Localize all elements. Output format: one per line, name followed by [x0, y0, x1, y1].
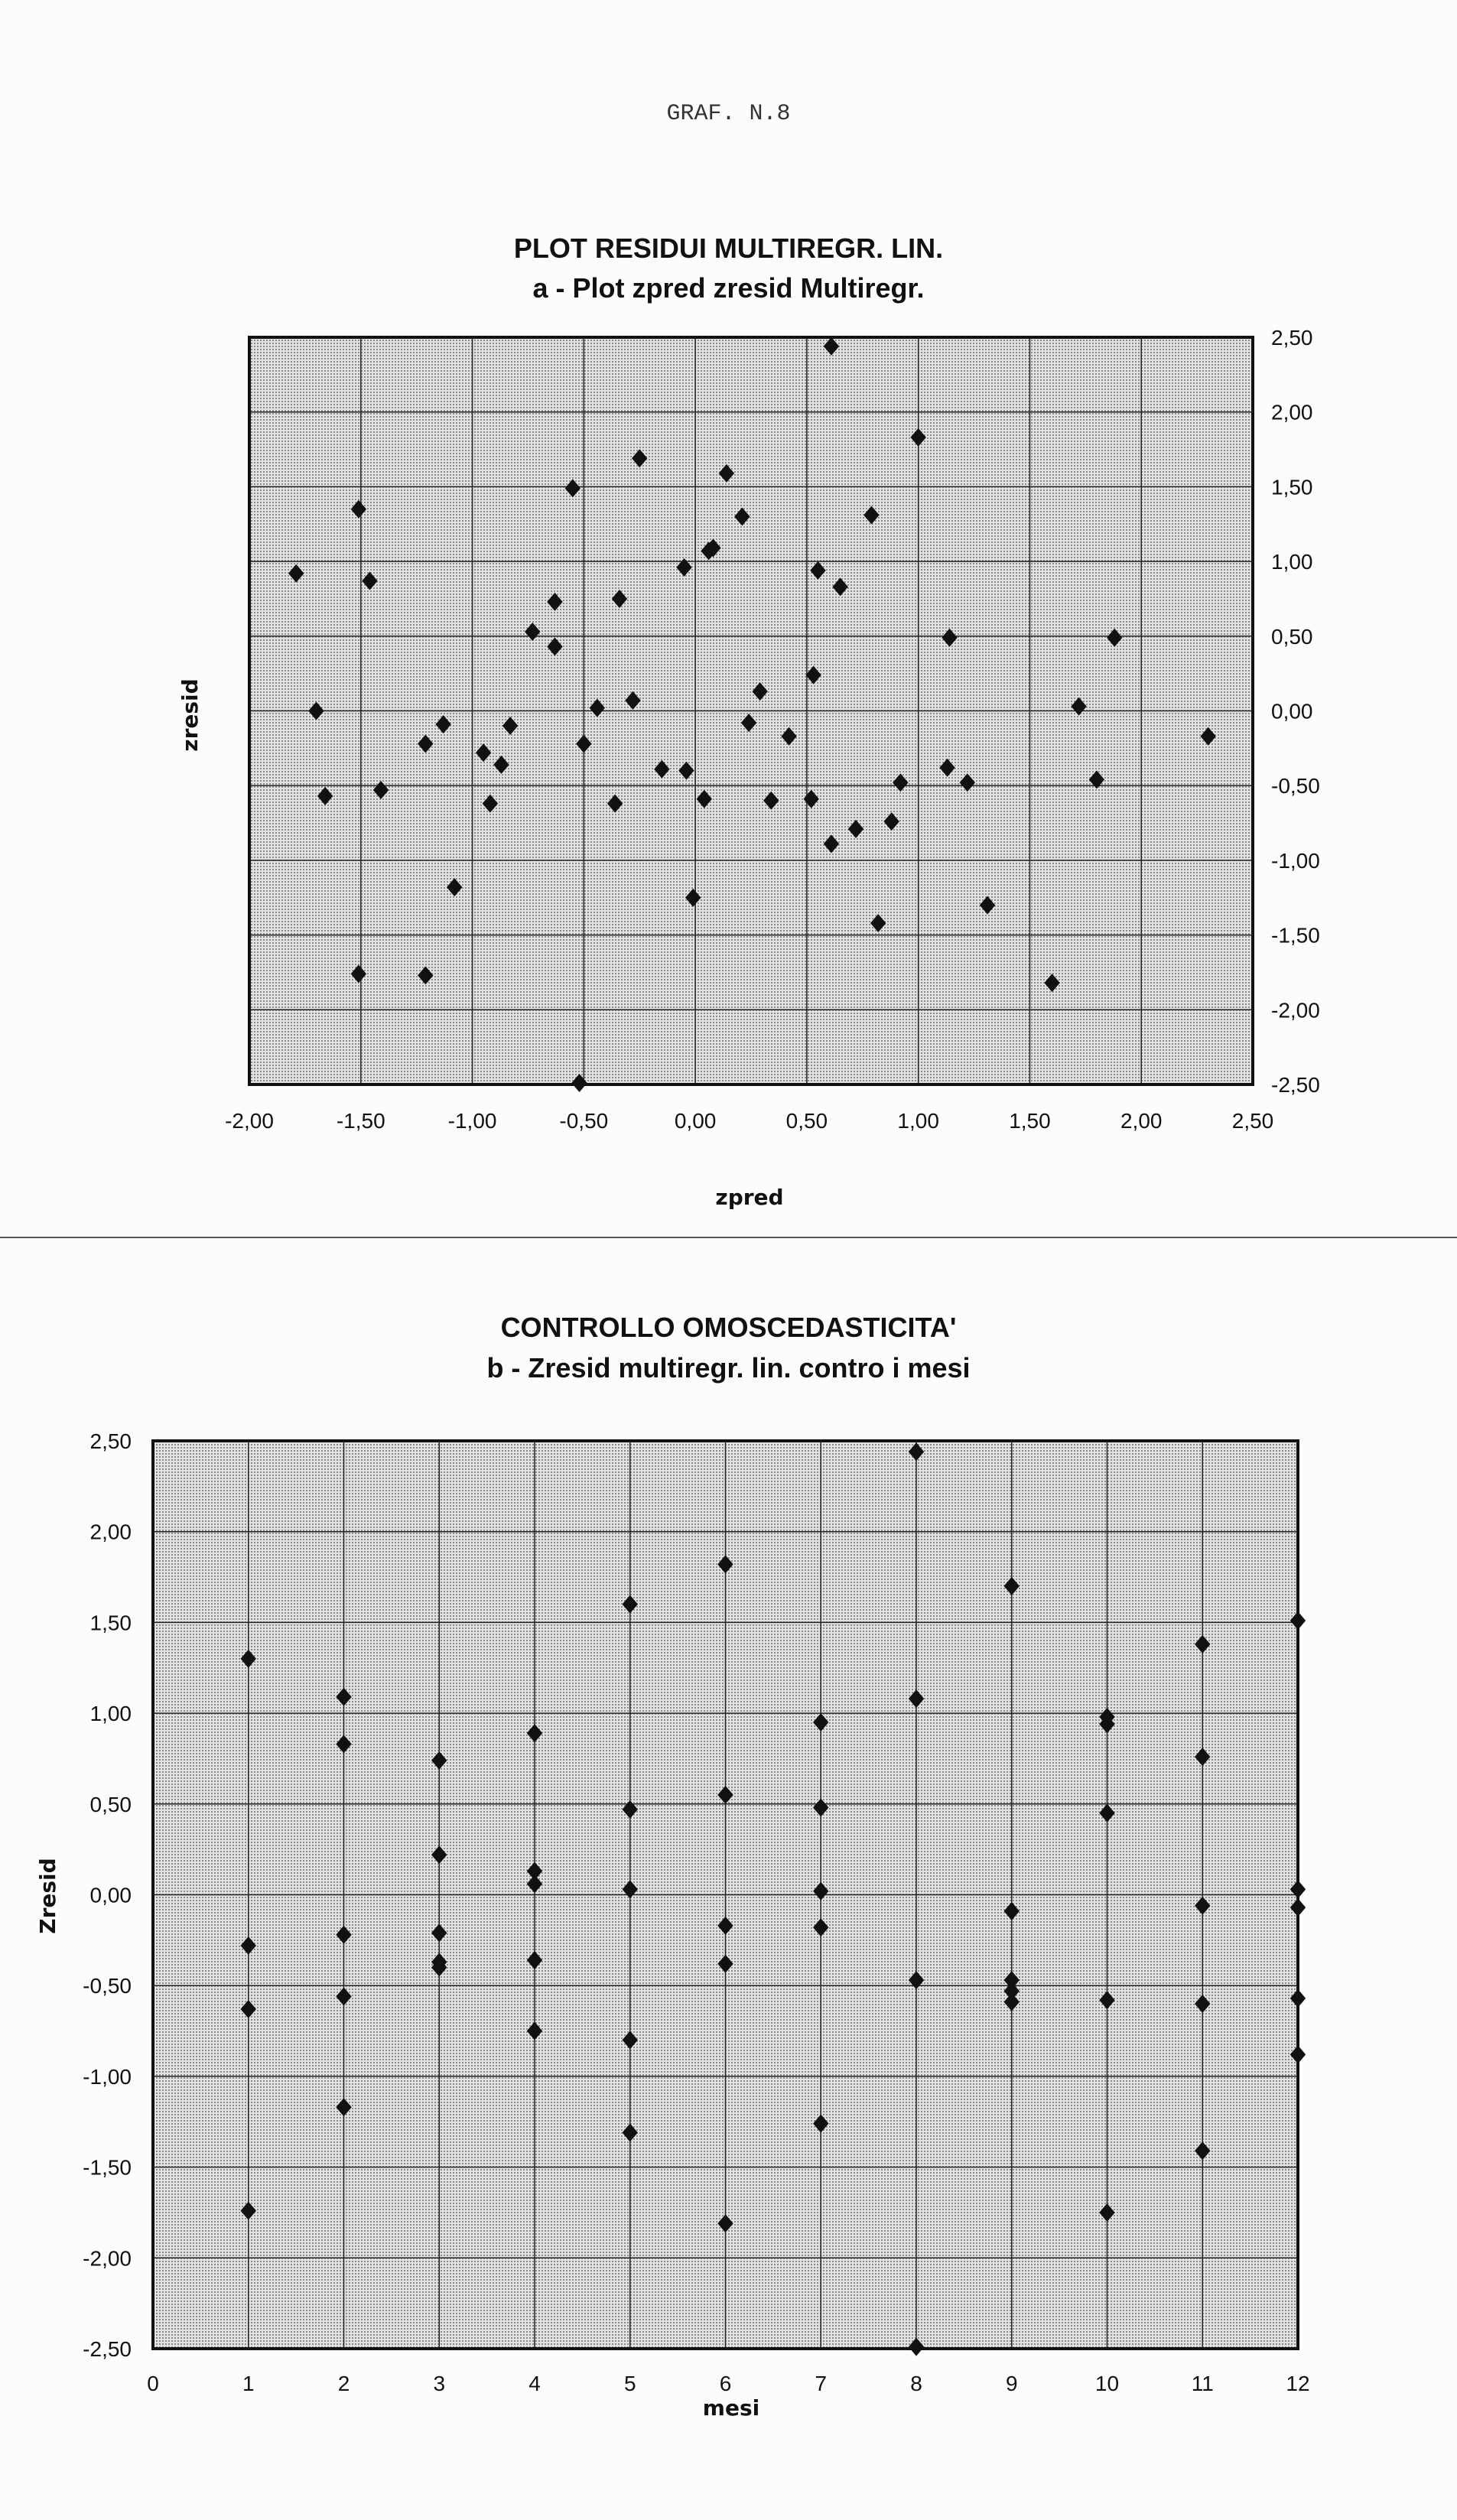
chart-b-title: CONTROLLO OMOSCEDASTICITA' [500, 1312, 957, 1343]
y-tick-label: 2,00 [1271, 400, 1313, 424]
x-tick-label: 2,50 [1231, 1109, 1274, 1133]
y-tick-label: -1,00 [1271, 848, 1320, 873]
x-tick-label: 8 [910, 2372, 922, 2395]
y-tick-label: 2,50 [1271, 326, 1313, 350]
x-tick-label: -2,00 [225, 1109, 274, 1133]
x-tick-label: 12 [1286, 2372, 1310, 2395]
x-tick-label: 6 [719, 2372, 732, 2395]
y-tick-label: 1,50 [1271, 475, 1313, 499]
x-tick-label: 5 [623, 2372, 636, 2395]
y-tick-label: 2,00 [89, 1520, 132, 1544]
x-tick-label: -0,50 [559, 1109, 609, 1133]
x-tick-label: 1 [242, 2372, 255, 2395]
y-tick-label: -2,00 [1271, 998, 1320, 1023]
x-tick-label: 3 [433, 2372, 446, 2395]
y-tick-label: 2,50 [89, 1429, 132, 1453]
x-tick-label: 4 [528, 2372, 541, 2395]
y-tick-label: -1,50 [83, 2155, 132, 2180]
x-tick-label: 9 [1005, 2372, 1018, 2395]
x-tick-label: -1,00 [447, 1109, 497, 1133]
y-axis-label: Zresid [35, 1858, 60, 1934]
chart-a-zpred-zresid [177, 326, 1320, 1210]
y-tick-label: -2,50 [83, 2337, 132, 2361]
y-tick-label: 0,50 [1271, 624, 1313, 649]
y-tick-label: 1,00 [1271, 550, 1313, 574]
x-tick-label: 10 [1094, 2372, 1120, 2395]
chart-b-subtitle: b - Zresid multiregr. lin. contro i mesi [486, 1352, 971, 1384]
y-tick-label: 0,00 [1271, 699, 1313, 723]
y-tick-label: -2,50 [1271, 1073, 1320, 1097]
y-tick-label: -1,50 [1271, 923, 1320, 948]
y-tick-label: -2,00 [83, 2246, 132, 2271]
y-axis-label: zresid [177, 678, 203, 752]
x-tick-label: 0,50 [785, 1109, 828, 1133]
x-tick-label: 1,00 [897, 1109, 939, 1133]
y-tick-label: 1,50 [89, 1611, 132, 1635]
x-tick-label: 7 [815, 2372, 828, 2395]
x-tick-label: 11 [1191, 2372, 1214, 2395]
x-tick-label: 2,00 [1120, 1109, 1163, 1133]
y-tick-label: -0,50 [1271, 774, 1320, 798]
y-tick-label: 0,50 [89, 1792, 132, 1816]
y-tick-label: -0,50 [83, 1974, 132, 1998]
x-axis-label: zpred [715, 1185, 784, 1210]
chart-b-zresid-mesi [35, 1429, 1310, 2421]
x-tick-label: 0 [147, 2372, 159, 2395]
y-tick-label: -1,00 [83, 2064, 132, 2089]
x-tick-label: 2 [337, 2372, 350, 2395]
y-tick-label: 0,00 [89, 1883, 132, 1907]
chart-a-subtitle: a - Plot zpred zresid Multiregr. [532, 272, 925, 304]
x-axis-label: mesi [702, 2395, 760, 2421]
page-label: GRAF. N.8 [666, 101, 791, 127]
x-tick-label: 0,00 [674, 1109, 717, 1133]
y-tick-label: 1,00 [89, 1702, 132, 1726]
x-tick-label: 1,50 [1009, 1109, 1051, 1133]
x-tick-label: -1,50 [336, 1109, 385, 1133]
chart-a-title: PLOT RESIDUI MULTIREGR. LIN. [513, 232, 944, 264]
